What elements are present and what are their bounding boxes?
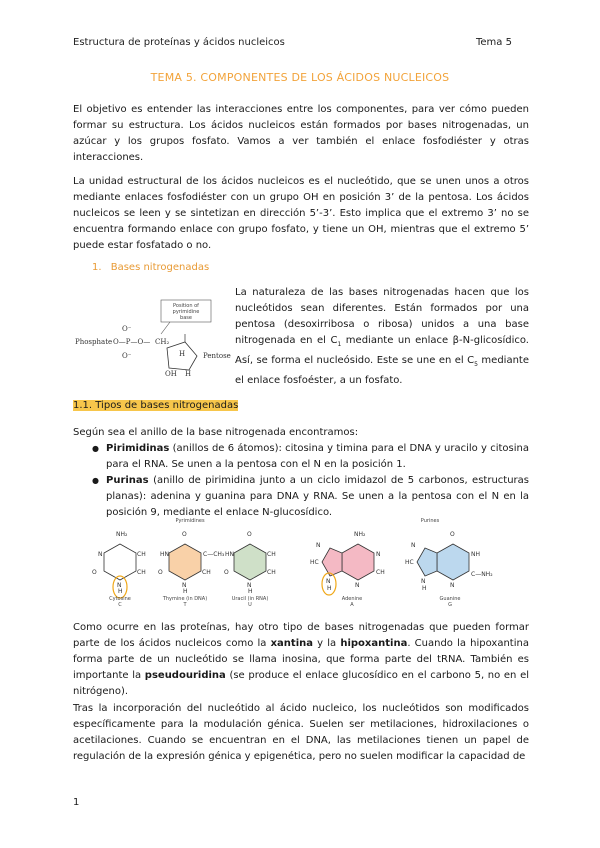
guanine-five-ring — [417, 548, 437, 576]
pirimidinas-term: Pirimidinas — [106, 443, 170, 454]
adenine-six-ring — [342, 544, 374, 580]
para3-text-1: Como ocurre en las proteínas, hay otro tipo de bases nitrogenadas que pueden formar parte de los ácidos nucleicos como la — [73, 622, 529, 649]
section-1-text-a: La naturaleza de las bases nitrogenadas hacen que los nucleótidos sean diferentes. Están formados por una pentosa (desoxirribosa o ribosa) unidos a una base nitrogenada en el C — [235, 287, 529, 346]
adenine-n9: N — [326, 578, 331, 585]
intro-paragraph-1: El objetivo es entender las interacciones entre los componentes, para ver cómo pueden formar su estructura. Los ácidos nucleicos están formados por bases nitrogenadas, un azúcar y los grupos fosfato. Vamos a ver también el enlace fosfodiéster y otras interacciones. — [73, 104, 529, 163]
figure-box-line-1: Position of — [173, 303, 199, 309]
guanine-structure — [405, 531, 493, 608]
uracil-ch5: CH — [267, 551, 276, 558]
figure-box-line-2: pyrimidine — [172, 309, 200, 315]
thymine-h: H — [183, 588, 188, 595]
base-types-list — [92, 441, 529, 521]
section-1-1-heading-text: 1.1. Tipos de bases nitrogenadas — [73, 400, 239, 411]
adenine-five-ring — [322, 548, 342, 576]
cytosine-ch5: CH — [137, 551, 146, 558]
adenine-n7: N — [316, 542, 321, 549]
page-number: 1 — [73, 797, 80, 808]
cytosine-structure — [92, 531, 146, 608]
intro-paragraph-2: La unidad estructural de los ácidos nucleicos es el nucleótido, que se unen unos a otros mediante enlaces fosfodiéster con un grupo OH en posición 3’ de la pentosa. Los ácidos nucleicos se leen y se sintetizan en dirección 5’-3’. Esto implica que el extremo 3’ no se encuentra formando enlace con grupo fosfato, y tiene un OH, mientras que el extremo 5’ puede estar fosfatado o no. — [73, 176, 529, 251]
purines-title: Purines — [420, 518, 440, 524]
guanine-n9: N — [421, 578, 426, 585]
figure-phosphate-o-top: O⁻ — [122, 325, 132, 333]
uracil-name: Uracil (in RNA) — [231, 596, 269, 602]
guanine-n7: N — [411, 542, 416, 549]
guanine-six-ring — [437, 544, 469, 580]
section-1-paragraph — [235, 285, 529, 389]
section-1-heading — [92, 262, 209, 273]
c5-subscript: 5 — [474, 361, 478, 368]
pseudouridina-term: pseudouridina — [144, 670, 226, 681]
c1-subscript: 1 — [337, 341, 342, 348]
cytosine-name: Cytosine — [109, 596, 131, 602]
thymine-name: Thymine (in DNA) — [162, 596, 208, 602]
uracil-hn: HN — [225, 551, 234, 558]
thymine-n1: N — [182, 582, 187, 589]
cytosine-n1: N — [117, 582, 122, 589]
adenine-hc8: HC — [310, 559, 319, 566]
figure-ring-hh: H — [185, 370, 192, 378]
uracil-o2: O — [224, 569, 229, 576]
section-1-number: 1. — [92, 262, 102, 273]
purinas-text: (anillo de pirimidina junto a un ciclo imidazol de 5 carbonos, estructuras planas): adenina y guanina para DNA y RNA. Se unen a la pentosa con el N en la posición 9, mediante el enlace N-glucosídico. — [106, 475, 529, 518]
purinas-term: Purinas — [106, 475, 149, 486]
figure-phosphate-o-bottom: O⁻ — [122, 352, 132, 360]
figure-phosphate-label: Phosphate — [75, 338, 113, 346]
section-1-text-b: mediante un enlace β-N-glicosídico. Así, se forma el nucleósido. Este se une en el C — [235, 335, 529, 366]
thymine-letter: T — [183, 602, 187, 608]
guanine-hc8: HC — [405, 559, 414, 566]
section-1-label: Bases nitrogenadas — [110, 262, 210, 273]
modifications-paragraph: Tras la incorporación del nucleótido al ácido nucleico, los nucleótidos son modificados específicamente para la modulación génica. Suelen ser metilaciones, hidroxilaciones o acetilaciones. Cuando se encuentran en el DNA, las metilaciones tienen un papel de regulación de la expresión génica y epigenética, pero no suelen modificar la capacidad de — [73, 703, 529, 762]
guanine-name: Guanine — [439, 596, 461, 602]
section-1-1-lead: Según sea el anillo de la base nitrogenada encontramos: — [73, 427, 359, 438]
cytosine-ring — [104, 544, 136, 580]
nucleotide-figure — [73, 298, 231, 378]
xantina-term: xantina — [270, 638, 314, 649]
uracil-h: H — [248, 588, 253, 595]
adenine-name: Adenine — [341, 596, 363, 602]
hipoxantina-term: hipoxantina — [340, 638, 408, 649]
guanine-letter: G — [448, 602, 452, 608]
section-1-1-heading — [73, 400, 238, 411]
thymine-hn: HN — [160, 551, 169, 558]
figure-pentose-label: Pentose — [203, 352, 231, 360]
cytosine-n3: N — [98, 551, 103, 558]
thymine-o2: O — [158, 569, 163, 576]
figure-box-connector — [161, 322, 170, 334]
pyrimidines-title: Pyrimidines — [175, 518, 205, 524]
uracil-ch6: CH — [267, 569, 276, 576]
running-header-right: Tema 5 — [476, 37, 512, 48]
adenine-nh2: NH₂ — [354, 531, 366, 538]
cytosine-ch6: CH — [137, 569, 146, 576]
adenine-n3: N — [355, 582, 360, 589]
list-item — [92, 473, 529, 521]
guanine-nh1: NH — [471, 551, 480, 558]
nitrogenous-bases-figure — [90, 516, 510, 608]
pirimidinas-text: (anillos de 6 átomos): citosina y timina para el DNA y uracilo y citosina para el RNA. Se unen a la pentosa con el N en la posición 1. — [106, 443, 529, 470]
list-item — [92, 441, 529, 473]
cytosine-o: O — [92, 569, 97, 576]
guanine-o6: O — [450, 531, 455, 538]
figure-ring-h: H — [179, 350, 186, 358]
cytosine-h: H — [118, 588, 123, 595]
thymine-ch3: C—CH₃ — [203, 551, 225, 558]
uracil-o4: O — [247, 531, 252, 538]
uracil-letter: U — [248, 602, 252, 608]
uracil-structure — [224, 531, 276, 608]
adenine-letter: A — [350, 602, 354, 608]
figure-box-line-3: base — [180, 315, 192, 321]
para3-text-4: (se produce el enlace glucosídico en el carbono 5, no en el nitrógeno). — [73, 670, 529, 697]
figure-phosphate-group: O—P—O— — [113, 338, 151, 346]
para3-text-3: . Cuando la hipoxantina forma parte de un nucleótido se llama inosina, que forma parte del tRNA. También es importante la — [73, 638, 529, 681]
page-title: TEMA 5. COMPONENTES DE LOS ÁCIDOS NUCLEICOS — [150, 71, 450, 84]
other-bases-paragraph — [73, 620, 529, 700]
adenine-structure — [310, 531, 385, 608]
thymine-ch6: CH — [202, 569, 211, 576]
thymine-o4: O — [182, 531, 187, 538]
uracil-ring — [234, 544, 266, 580]
adenine-ch2: CH — [376, 569, 385, 576]
uracil-n1: N — [247, 582, 252, 589]
adenine-n1: N — [376, 551, 381, 558]
guanine-h: H — [422, 585, 427, 592]
running-header-left: Estructura de proteínas y ácidos nucleicos — [73, 37, 285, 48]
guanine-nh2: C—NH₂ — [471, 571, 493, 578]
para3-text-2: y la — [313, 638, 341, 649]
adenine-h: H — [327, 585, 332, 592]
thymine-structure — [158, 531, 225, 608]
guanine-n3: N — [450, 582, 455, 589]
thymine-ring — [169, 544, 201, 580]
cytosine-nh2: NH₂ — [116, 531, 128, 538]
cytosine-letter: C — [118, 602, 122, 608]
figure-ch2-label: CH₂ — [155, 338, 170, 346]
figure-ring-oh: OH — [165, 370, 177, 378]
section-1-text-c: mediante el enlace fosfoéster, a un fosfato. — [235, 355, 529, 386]
